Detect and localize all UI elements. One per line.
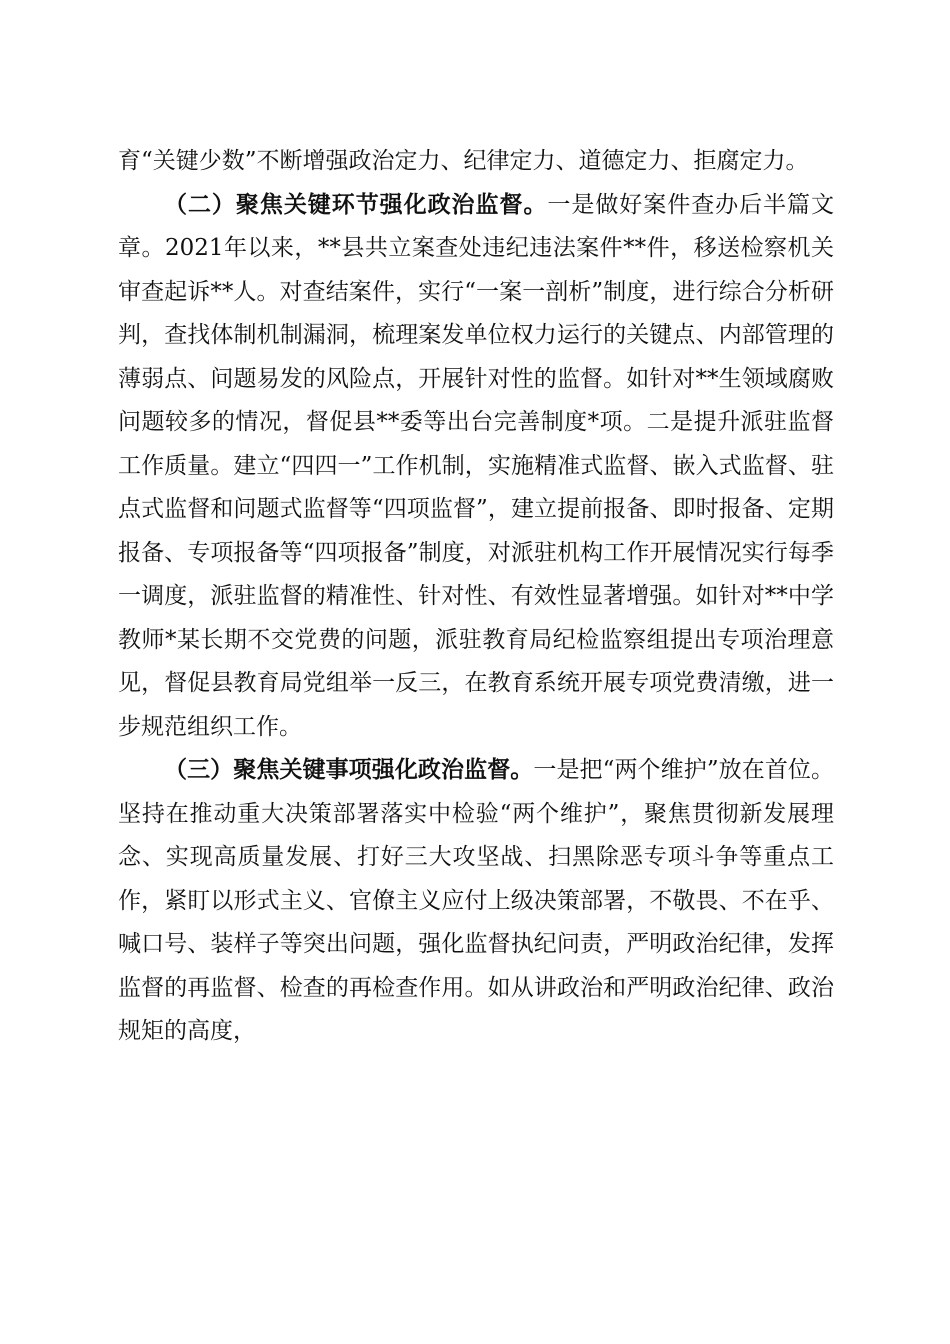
section-body-2: 一是做好案件查办后半篇文章。2021年以来，**县共立案查处违纪违法案件**件，移送检察机关审查起诉**人。对查结案件，实行“一案一剖析”制度，进行综合分析研判，查找体制机制漏洞，梳理案发单位权力运行的关键点、内部管理的薄弱点、问题易发的风险点，开展针对性的监督。如针对**生领域腐败问题较多的情况，督促县**委等出台完善制度*项。二是提升派驻监督工作质量。建立“四四一”工作机制，实施精准式监督、嵌入式监督、驻点式监督和问题式监督等“四项监督”，建立提前报备、即时报备、定期报备、专项报备等“四项报备”制度，对派驻机构工作开展情况实行每季一调度，派驻监督的精准性、针对性、有效性显著增强。如针对**中学教师*某长期不交党费的问题，派驻教育局纪检监察组提出专项治理意见，督促县教育局党组举一反三，在教育系统开展专项党费清缴，进一步规范组织工作。	[118, 191, 835, 740]
section-body-3: 一是把“两个维护”放在首位。坚持在推动重大决策部署落实中检验“两个维护”，聚焦贯彻新发展理念、实现高质量发展、打好三大攻坚战、扫黑除恶专项斗争等重点工作，紧盯以形式主义、官僚主义应付上级决策部署，不敬畏、不在乎、喊口号、装样子等突出问题，强化监督执纪问责，严明政治纪律，发挥监督的再监督、检查的再检查作用。如从讲政治和严明政治纪律、政治规矩的高度，	[118, 757, 834, 1044]
paragraph-section-3	[118, 749, 834, 1054]
paragraph-section-2	[118, 184, 834, 750]
document-page	[118, 140, 834, 1054]
section-heading-3: （三）聚焦关键事项强化政治监督。	[164, 757, 534, 783]
paragraph-continuation: 育“关键少数”不断增强政治定力、纪律定力、道德定力、拒腐定力。	[118, 148, 809, 174]
section-heading-2: （二）聚焦关键环节强化政治监督。	[164, 191, 548, 218]
